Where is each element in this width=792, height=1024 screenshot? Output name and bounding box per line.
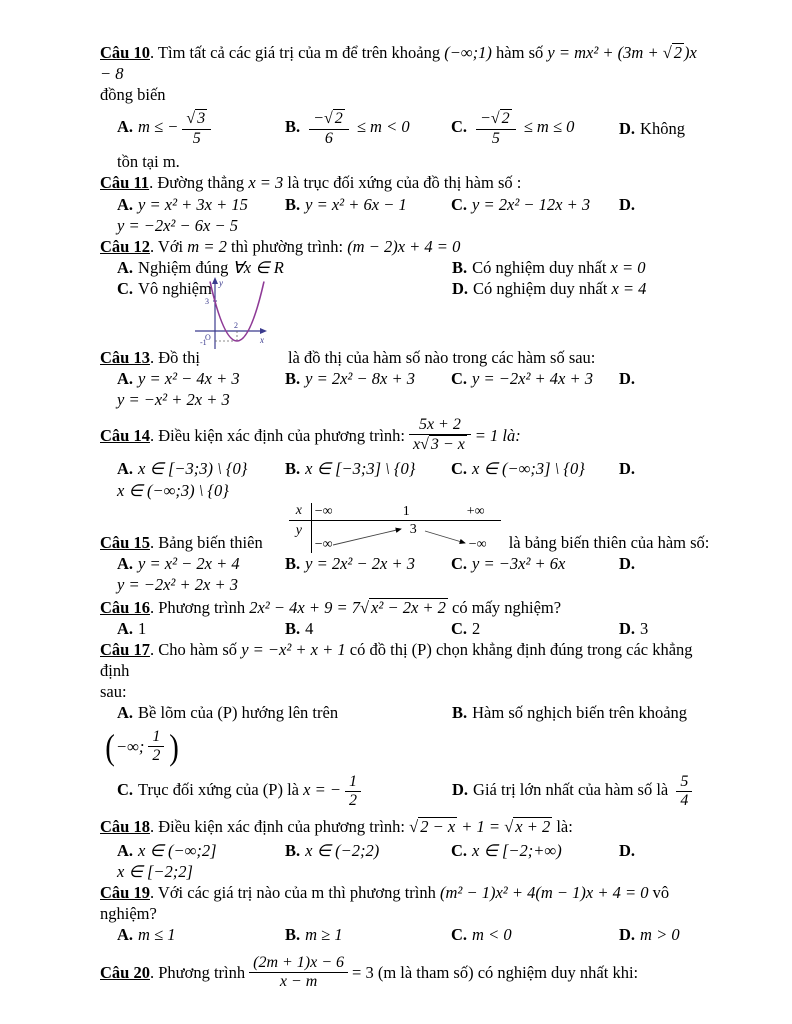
fraction-denominator [409,435,471,454]
option-a [117,618,285,639]
question-text: . Đồ thị [149,348,200,368]
option-d [619,840,700,861]
table-y-peak: 3 [409,521,417,537]
option-b [285,553,451,574]
math-formula: 2x² − 4x + 9 = 7 [249,597,360,617]
option-text: x ∈ (−∞;2] [138,840,217,860]
option-letter: D. [619,369,636,389]
math-formula: ∀x ∈ R [232,257,284,277]
question-20 [100,947,700,997]
question-text: . Với [149,236,188,256]
arrow-down [425,531,465,543]
option-letter: A. [117,703,134,723]
options-row [100,278,700,299]
sqrt-expression [186,109,207,128]
option-d [619,924,700,945]
math-formula: + 1 = [457,816,505,836]
option-c [451,553,619,574]
graph-x-label: x [260,335,264,345]
fraction-numerator [309,109,349,129]
option-text: ≤ m < 0 [352,117,410,137]
fraction-denominator: 2 [152,747,161,765]
question-title [100,947,700,997]
option-b-continuation [100,724,700,770]
option-letter: C. [451,194,468,214]
option-b [285,618,451,639]
options-row [100,105,700,151]
question-label: Câu 16 [100,597,150,617]
question-title [100,347,700,368]
option-text: x ∈ [−2;+∞) [472,840,562,860]
option-letter: B. [285,117,301,137]
question-text: = 3 (m là tham số) có nghiệm duy nhất khi: [352,962,639,982]
option-letter: A. [117,924,134,944]
question-text: sau: [100,682,127,702]
exam-page [100,42,710,997]
question-text: là bảng biến thiên của hàm số: [508,532,710,552]
fraction-denominator: 2 [348,792,357,810]
table-y-left: −∞ [314,536,333,552]
option-text: m ≤ 1 [138,924,176,944]
close-paren: ) [169,726,180,767]
option-text: y = 2x² − 2x + 3 [305,553,415,573]
variation-table [289,503,501,553]
question-label: Câu 20 [100,962,150,982]
option-text: 4 [305,618,314,638]
math-formula: x [413,436,421,454]
option-b [452,257,700,278]
option-d-continuation [100,389,700,410]
fraction-numerator: 1 [345,773,361,792]
option-letter: D. [619,118,636,138]
question-label: Câu 13 [100,348,150,368]
option-a [117,840,285,861]
option-c [451,618,619,639]
option-text: y = x² − 2x + 4 [138,553,240,573]
sqrt-radical-sign: √ [359,597,370,617]
table-x-right: +∞ [466,503,485,519]
option-letter: A. [117,194,134,214]
fraction-denominator: 6 [324,129,333,147]
fraction [476,109,516,147]
question-text: . Phương trình [149,962,246,982]
option-letter: A. [117,117,134,137]
fraction [249,954,348,991]
fraction-numerator: 5 [676,773,692,792]
question-text: . Điều kiện xác định của phương trình: [149,816,410,836]
option-letter: C. [117,278,134,298]
option-a [117,194,285,215]
graph-x-tick: 2 [234,321,238,330]
sqrt-expression [491,109,512,128]
question-12 [100,236,700,299]
question-label: Câu 17 [100,640,150,660]
option-c [451,194,619,215]
option-c [117,278,452,299]
option-c [117,773,452,810]
option-a [117,458,285,479]
table-x-mid: 1 [402,503,410,519]
question-label: Câu 14 [100,425,150,445]
fraction-numerator: 1 [148,728,164,747]
options-row [100,924,700,945]
question-title-text [100,532,263,553]
option-d-continuation [100,215,700,236]
option-letter: C. [117,780,134,800]
option-letter: B. [285,553,301,573]
sqrt-radical-sign: √ [323,110,333,128]
options-row [100,368,700,389]
question-11 [100,172,700,235]
math-formula: x = 4 [611,278,647,298]
option-b [285,924,451,945]
sqrt-radicand: 2 [334,110,343,128]
question-title [100,639,700,681]
option-text: y = x² + 3x + 15 [138,194,248,214]
option-letter: A. [117,840,134,860]
math-formula: m = 2 [187,236,227,256]
options-row [100,194,700,215]
sqrt-expression [504,816,552,837]
question-title [100,236,700,257]
options-row [100,458,700,479]
option-letter: D. [619,618,636,638]
option-d-continuation [100,480,700,501]
option-b [285,458,451,479]
option-letter: C. [451,618,468,638]
question-title [100,882,700,924]
graph-vertex-value: -1 [200,338,207,347]
option-text: y = −2x² − 6x − 5 [117,215,238,235]
option-a [117,553,285,574]
option-letter: D. [452,780,469,800]
option-c [451,368,619,389]
math-interval: (−∞;1) [444,43,492,62]
math-formula: −∞; [116,736,145,756]
option-b [452,702,700,723]
option-text: x ∈ (−2;2) [305,840,380,860]
question-label: Câu 15 [100,532,150,552]
option-text: Có nghiệm duy nhất [472,257,611,277]
math-formula: x = − [303,780,341,800]
table-y-right: −∞ [468,536,487,552]
option-c [451,458,619,479]
open-paren: ( [105,726,115,767]
option-text: Giá trị lớn nhất của hàm số là [473,780,673,800]
option-a [117,924,285,945]
fraction [309,109,349,147]
question-18 [100,816,700,882]
question-title [100,172,700,193]
option-letter: C. [451,553,468,573]
option-text: m ≤ − [138,117,179,137]
option-letter: D. [619,553,636,573]
question-text: thì phường trình: [226,236,348,256]
sqrt-expression [663,42,684,63]
sqrt-radical-sign: √ [409,816,419,836]
table-x-left: −∞ [314,503,333,519]
math-formula: (m² − 1)x² + 4(m − 1)x + 4 = 0 [440,882,649,902]
sqrt-radical-sign: √ [504,816,514,836]
question-title [100,42,700,84]
option-text: Hàm số nghịch biến trên khoảng [472,703,688,723]
option-text: Có nghiệm duy nhất [473,278,612,298]
sqrt-radicand: 3 [197,110,206,128]
fraction-denominator: x − m [279,972,318,990]
question-text-line [100,84,700,105]
sqrt-radicand: x² − 2x + 2 [371,597,446,617]
question-text: là trục đối xứng của đồ thị hàm số : [283,173,522,193]
options-row [100,618,700,639]
graph-y-label: y [219,278,223,288]
options-row [100,770,700,814]
sqrt-radicand: 2 − x [420,816,456,836]
question-label: Câu 12 [100,236,150,256]
option-letter: B. [285,840,301,860]
sqrt-radicand: x + 2 [515,816,551,836]
fraction-numerator: (2m + 1)x − 6 [249,954,348,973]
option-text: x ∈ [−2;2] [117,861,193,881]
option-text: m < 0 [472,924,512,944]
option-letter: B. [285,459,301,479]
option-letter: D. [619,194,636,214]
option-b [285,109,451,147]
option-text: Không [640,118,685,138]
sqrt-radicand: 2 [501,110,510,128]
table-y-header: y [295,522,302,538]
option-letter: A. [117,618,134,638]
question-13 [100,347,700,410]
question-label: Câu 10 [100,43,150,62]
math-formula: x = 3 [248,173,284,193]
options-row [100,257,700,278]
sqrt-expression [360,597,448,618]
sqrt-expression [409,816,457,837]
question-text: hàm số [491,43,548,62]
question-label: Câu 18 [100,816,150,836]
option-text: x ∈ [−3;3] \ {0} [305,459,416,479]
option-letter: B. [285,924,301,944]
option-a [117,257,452,278]
option-d-continuation [100,861,700,882]
question-19 [100,882,700,945]
options-row [100,840,700,861]
question-text: vô nghiệm? [100,882,670,923]
option-letter: D. [619,459,636,479]
sqrt-radicand: 3 − x [430,436,465,454]
question-15 [100,501,710,595]
math-formula: x = 0 [610,257,646,277]
option-text: 3 [640,618,649,638]
option-letter: C. [451,840,468,860]
question-14 [100,412,700,500]
fraction [345,773,361,810]
options-row [100,702,700,723]
option-text: Bề lõm của (P) hướng lên trên [138,703,339,723]
question-text: . Phương trình [149,597,250,617]
option-letter: A. [117,369,134,389]
option-text: 2 [472,618,481,638]
option-letter: D. [619,924,636,944]
fraction [182,109,211,147]
option-letter: A. [117,553,134,573]
question-16 [100,597,700,639]
option-letter: B. [452,703,468,723]
sqrt-radical-sign: √ [662,43,672,62]
option-letter: C. [451,924,468,944]
sqrt-expression [420,435,467,454]
option-letter: C. [451,117,468,137]
math-formula: y = mx² + (3m + [547,43,663,62]
option-letter: C. [451,459,468,479]
option-text: y = −3x² + 6x [472,553,566,573]
y-axis-arrow [212,277,218,284]
question-title [100,816,700,840]
graph-origin-label: O [205,333,211,342]
option-text: 1 [138,618,147,638]
option-b [285,840,451,861]
question-text-line [100,681,700,702]
question-text: đồng biến [100,85,166,105]
question-text: . Tìm tất cả các giá trị của m để trên khoảng [149,43,445,62]
option-letter: B. [285,618,301,638]
option-c [451,109,619,147]
option-text: Nghiệm đúng [138,257,233,277]
option-d [619,618,700,639]
option-b [285,368,451,389]
option-text: x ∈ (−∞;3) \ {0} [117,480,229,500]
option-letter: C. [451,369,468,389]
fraction-denominator: 4 [680,792,689,810]
option-text: y = 2x² − 12x + 3 [472,194,591,214]
option-letter: B. [285,369,301,389]
option-text: y = 2x² − 8x + 3 [305,369,415,389]
sqrt-radicand: 2 [673,43,683,62]
option-d [619,458,700,479]
option-text: y = x² − 4x + 3 [138,369,240,389]
question-17 [100,639,700,813]
fraction-denominator: 5 [491,129,500,147]
minus-sign: − [480,110,491,128]
option-text: Trục đối xứng của (P) là [138,780,304,800]
option-text: m > 0 [640,924,680,944]
option-a [117,109,285,147]
option-b [285,194,451,215]
math-formula: (m − 2)x + 4 = 0 [347,236,461,256]
math-formula: y = −x² + x + 1 [241,640,346,660]
option-d [619,118,700,139]
question-text: . Cho hàm số [149,640,242,660]
option-c [451,840,619,861]
sqrt-expression [324,109,345,128]
parabola-graph [192,274,270,352]
fraction-numerator: 5x + 2 [409,416,471,435]
question-label: Câu 19 [100,882,150,902]
option-d [619,553,700,574]
option-text: y = x² + 6x − 1 [305,194,407,214]
option-d [619,194,700,215]
sqrt-radical-sign: √ [186,110,196,128]
option-letter: D. [619,840,636,860]
option-text: tồn tại m. [117,152,180,172]
option-text: Vô nghiệm [138,278,212,298]
option-text: ≤ m ≤ 0 [519,117,575,137]
fraction-numerator [476,109,516,129]
option-d [619,368,700,389]
question-title [100,597,700,618]
question-title [100,501,710,553]
table-x-header: x [295,502,302,518]
question-text: . Đường thẳng [149,173,249,193]
question-text: có mấy nghiệm? [447,597,562,617]
option-text: y = −x² + 2x + 3 [117,390,230,410]
fraction-denominator: 5 [192,129,201,147]
option-letter: B. [285,194,301,214]
question-label: Câu 11 [100,173,150,193]
option-d-continuation [100,151,700,172]
option-text: m ≥ 1 [305,924,343,944]
sqrt-radical-sign: √ [420,436,429,454]
question-text: . Bảng biến thiên [149,532,263,552]
option-d [452,773,700,810]
x-axis-arrow [260,328,267,334]
option-letter: A. [117,257,134,277]
option-d [452,278,700,299]
option-d-continuation [100,574,700,595]
question-text: có đồ thị (P) chọn khẳng định đúng trong các khẳng định [100,640,693,681]
question-title [100,412,700,458]
fraction [409,416,471,454]
question-text: . Điều kiện xác định của phương trình: [149,425,405,445]
minus-sign: − [313,110,324,128]
question-text: là: [552,816,573,836]
table-arrows [289,503,501,553]
option-a [117,702,452,723]
option-text: x ∈ (−∞;3] \ {0} [472,459,585,479]
option-text: x ∈ [−3;3) \ {0} [138,459,248,479]
question-text [475,425,521,446]
option-text: y = −2x² + 4x + 3 [472,369,594,389]
option-letter: A. [117,459,134,479]
sqrt-radical-sign: √ [490,110,500,128]
graph-y-tick: 3 [205,297,209,306]
option-a [117,368,285,389]
option-text: y = −2x² + 2x + 3 [117,574,238,594]
options-row [100,553,700,574]
question-10 [100,42,700,172]
option-letter: B. [452,257,468,277]
question-text: . Với các giá trị nào của m thì phương trình [149,882,440,902]
fraction-numerator [182,109,211,129]
math-formula: )x − 8 [100,43,697,84]
fraction [148,728,164,765]
question-text: là đồ thị của hàm số nào trong các hàm số sau: [287,348,596,368]
option-c [451,924,619,945]
option-letter: D. [452,278,469,298]
fraction [676,773,692,810]
arrow-up [333,529,401,545]
math-formula: = 1 là: [474,425,521,445]
